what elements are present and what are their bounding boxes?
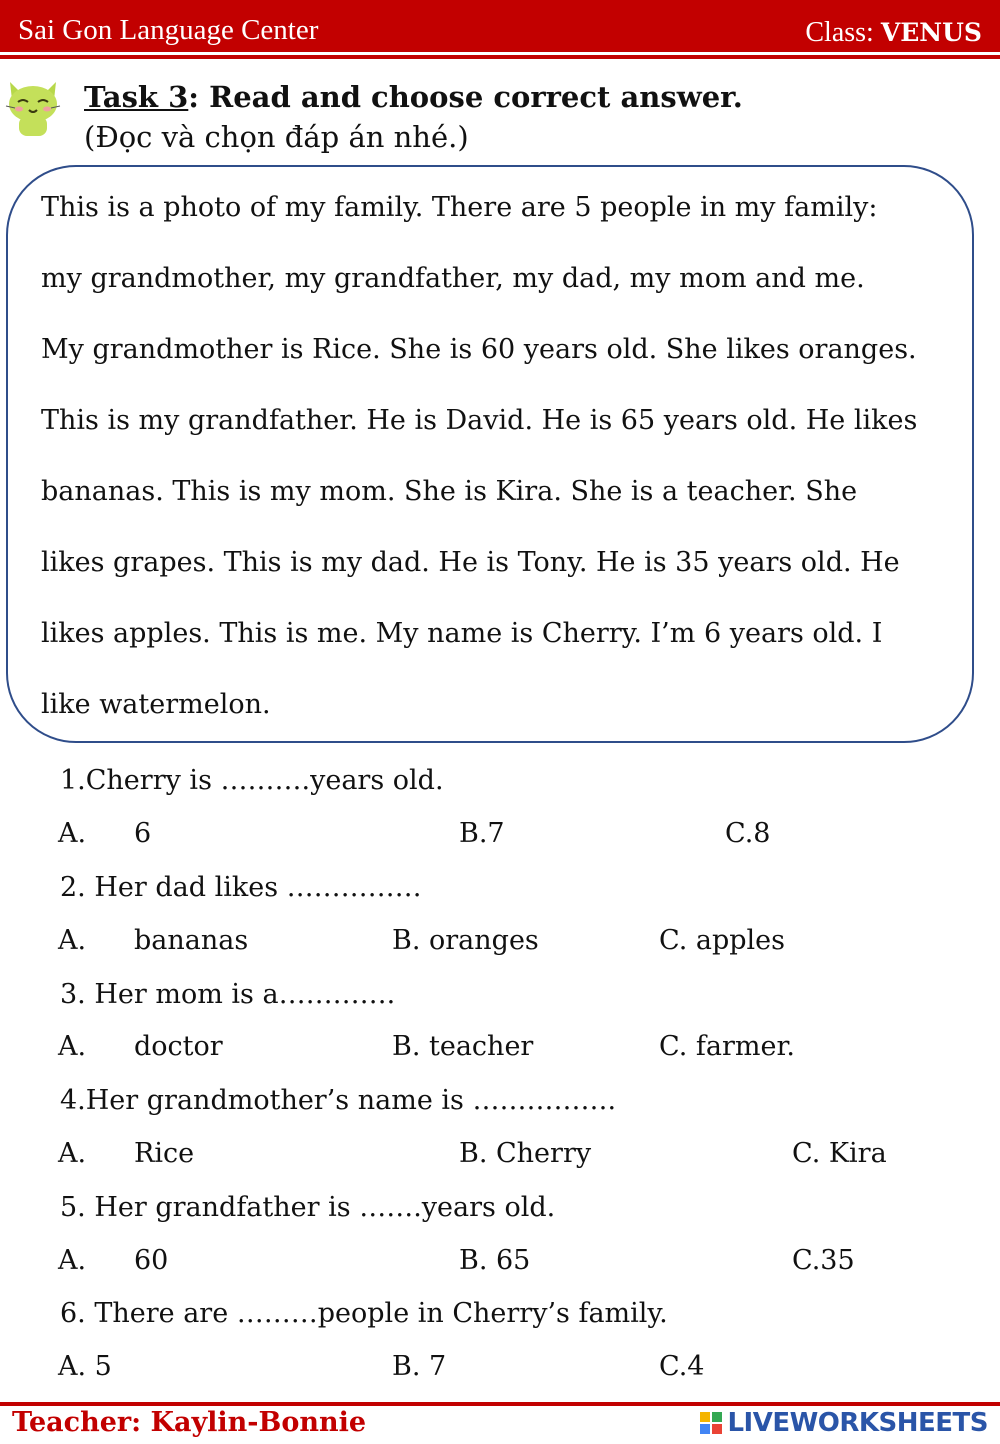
- passage-line: My grandmother is Rice. She is 60 years old. She likes oranges.: [41, 334, 917, 365]
- liveworksheets-logo-icon: [699, 1411, 723, 1435]
- class-info: [805, 17, 982, 49]
- class-name: VENUS: [880, 18, 982, 47]
- option-a[interactable]: A. 5: [58, 1351, 112, 1382]
- option-a-label: A.: [58, 1138, 87, 1169]
- option-a[interactable]: doctor: [134, 1031, 223, 1062]
- option-c[interactable]: C.8: [725, 818, 771, 849]
- task-title: [84, 80, 743, 114]
- question-3: 3. Her mom is a………….: [60, 979, 396, 1010]
- question-5: 5. Her grandfather is …….years old.: [60, 1192, 556, 1223]
- header-divider: [0, 55, 1000, 59]
- option-c[interactable]: C.4: [659, 1351, 705, 1382]
- header-bar: [0, 0, 1000, 52]
- option-c[interactable]: C. Kira: [792, 1138, 887, 1169]
- task-instruction: : Read and choose correct answer.: [188, 80, 743, 114]
- option-b[interactable]: B. Cherry: [459, 1138, 592, 1169]
- passage-line: likes apples. This is me. My name is Cherry. I’m 6 years old. I: [41, 618, 883, 649]
- question-2: 2. Her dad likes ……………: [60, 872, 422, 903]
- passage-line: This is a photo of my family. There are 5 people in my family:: [41, 192, 878, 223]
- option-a-label: A.: [58, 818, 87, 849]
- option-a[interactable]: 6: [134, 818, 152, 849]
- option-a[interactable]: Rice: [134, 1138, 195, 1169]
- option-b[interactable]: B. oranges: [392, 925, 539, 956]
- footer-divider: [0, 1402, 1000, 1406]
- option-a-label: A.: [58, 925, 87, 956]
- brand-logo: [699, 1408, 988, 1438]
- option-b[interactable]: B.7: [459, 818, 505, 849]
- passage-line: bananas. This is my mom. She is Kira. She is a teacher. She: [41, 476, 858, 507]
- option-a-label: A.: [58, 1245, 87, 1276]
- brand-name: LIVEWORKSHEETS: [727, 1408, 988, 1438]
- task-number: Task 3: [84, 80, 189, 114]
- option-b[interactable]: B. teacher: [392, 1031, 534, 1062]
- center-name: Sai Gon Language Center: [18, 14, 319, 46]
- passage-box: [6, 165, 974, 743]
- class-label: Class:: [805, 17, 881, 48]
- passage-line: my grandmother, my grandfather, my dad, my mom and me.: [41, 263, 865, 294]
- passage-line: likes grapes. This is my dad. He is Tony. He is 35 years old. He: [41, 547, 900, 578]
- question-1: 1.Cherry is ……….years old.: [60, 765, 444, 796]
- teacher-name: Teacher: Kaylin-Bonnie: [12, 1407, 367, 1438]
- passage-line: like watermelon.: [41, 689, 271, 720]
- option-b[interactable]: B. 65: [459, 1245, 531, 1276]
- question-4: 4.Her grandmother’s name is …………….: [60, 1085, 617, 1116]
- option-a[interactable]: bananas: [134, 925, 249, 956]
- cat-mascot-icon: [4, 78, 62, 136]
- option-a-label: A.: [58, 1031, 87, 1062]
- question-6: 6. There are ………people in Cherry’s family.: [60, 1298, 668, 1329]
- task-subtitle: (Đọc và chọn đáp án nhé.): [84, 120, 469, 154]
- option-c[interactable]: C.35: [792, 1245, 855, 1276]
- option-c[interactable]: C. farmer.: [659, 1031, 795, 1062]
- option-a[interactable]: 60: [134, 1245, 169, 1276]
- option-c[interactable]: C. apples: [659, 925, 785, 956]
- passage-line: This is my grandfather. He is David. He is 65 years old. He likes: [41, 405, 918, 436]
- option-b[interactable]: B. 7: [392, 1351, 447, 1382]
